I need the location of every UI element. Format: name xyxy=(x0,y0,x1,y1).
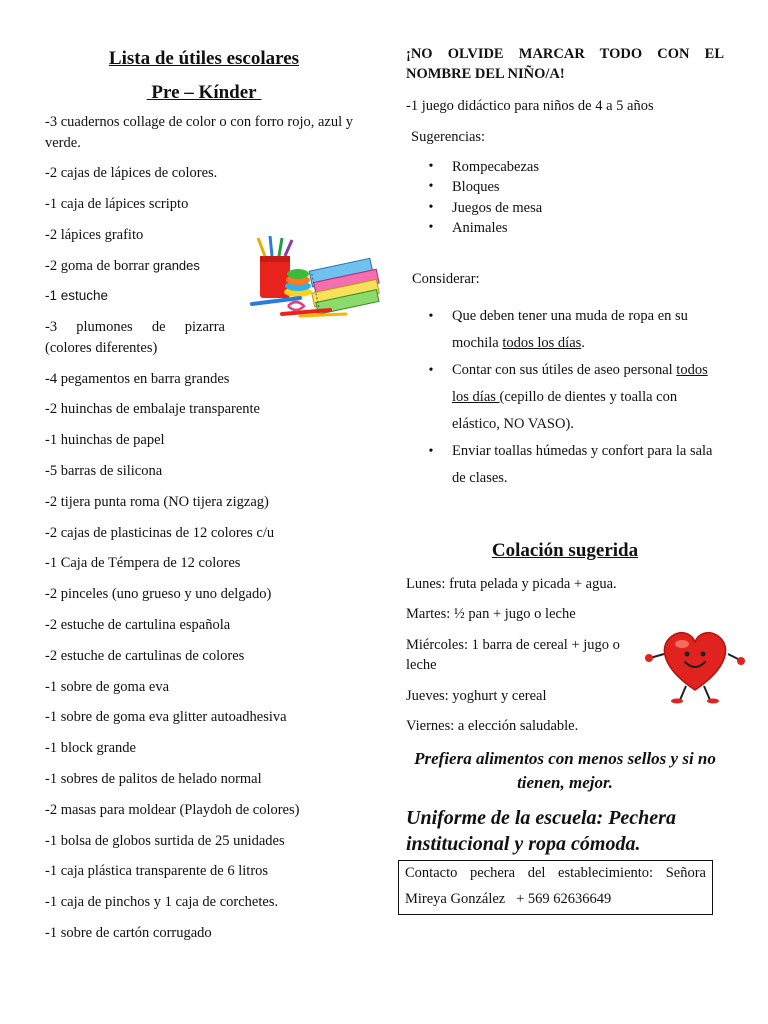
list-item: • Que deben tener una muda de ropa en su mochila todos los días. xyxy=(406,303,724,357)
consider-list xyxy=(406,303,724,492)
list-item: • Contar con sus útiles de aseo personal todos los días (cepillo de dientes y toalla con elástico, NO VASO). xyxy=(406,357,724,438)
school-supplies-icon xyxy=(250,236,385,318)
contact-box xyxy=(398,860,713,915)
bullet-icon: • xyxy=(428,443,434,459)
list-item: • Enviar toallas húmedas y confort para la sala de clases. xyxy=(406,438,724,492)
list-item: -1 caja de lápices scripto xyxy=(45,196,189,213)
snack-section-title: Colación sugerida xyxy=(491,539,639,561)
label-warning: ¡NO OLVIDE MARCAR TODO CON EL NOMBRE DEL NIÑO/A! xyxy=(406,46,724,82)
uniform-note: Uniforme de la escuela: Pechera institucional y ropa cómoda. xyxy=(406,806,676,855)
list-item: -1 sobre de goma eva xyxy=(45,678,170,695)
didactic-game-item: -1 juego didáctico para niños de 4 a 5 años xyxy=(406,98,654,114)
smiling-heart-icon xyxy=(642,624,748,704)
bullet-icon: • xyxy=(428,179,434,194)
bullet-icon: • xyxy=(428,362,434,378)
list-item: -1 caja de pinchos y 1 caja de corchetes. xyxy=(45,894,279,911)
list-item: -4 pegamentos en barra grandes xyxy=(45,370,230,387)
suggestions-list xyxy=(406,157,724,239)
list-item: • Juegos de mesa xyxy=(406,198,724,219)
list-item: -1 sobres de palitos de helado normal xyxy=(45,770,262,787)
list-item: -2 masas para moldear (Playdoh de colores) xyxy=(45,801,300,818)
healthy-food-note: Prefiera alimentos con menos sellos y si no tienen, mejor. xyxy=(414,748,716,792)
list-item: -1 huinchas de papel xyxy=(45,432,165,449)
bullet-icon: • xyxy=(428,199,434,215)
list-item: • Rompecabezas xyxy=(406,157,724,178)
consider-label: Considerar: xyxy=(412,270,480,287)
snack-day: Viernes: a elección saludable. xyxy=(406,718,579,734)
instructions-column xyxy=(406,44,724,861)
list-item: -1 sobre de goma eva glitter autoadhesiva xyxy=(45,709,287,726)
contact-phone: Mireya González + 569 62636649 xyxy=(405,890,612,907)
list-item: -2 huinchas de embalaje transparente xyxy=(45,401,260,418)
snack-day: Jueves: yoghurt y cereal xyxy=(406,687,547,704)
document-title: Lista de útiles escolares xyxy=(108,48,300,69)
list-item: -1 Caja de Témpera de 12 colores xyxy=(45,555,241,572)
list-item: -1 estuche xyxy=(45,288,109,304)
snack-day: Martes: ½ pan + jugo o leche xyxy=(406,606,576,622)
list-item: -2 goma de borrar grandes xyxy=(45,257,200,274)
list-item: -2 estuche de cartulinas de colores xyxy=(45,647,245,664)
list-item: -1 sobre de cartón corrugado xyxy=(45,924,212,941)
grade-subtitle: Pre – Kínder xyxy=(151,82,257,103)
bullet-icon: • xyxy=(428,308,434,324)
list-item: -2 estuche de cartulina española xyxy=(45,616,231,633)
list-item: -2 lápices grafito xyxy=(45,226,144,243)
list-item: -2 pinceles (uno grueso y uno delgado) xyxy=(45,586,272,603)
list-item: -5 barras de silicona xyxy=(45,462,163,479)
snack-day: Miércoles: 1 barra de cereal + jugo o leche xyxy=(406,636,620,673)
contact-text: Contacto pechera del establecimiento: Señora xyxy=(405,865,706,881)
list-item: -2 tijera punta roma (NO tijera zigzag) xyxy=(45,493,269,510)
snack-day: Lunes: fruta pelada y picada + agua. xyxy=(406,575,617,592)
supplies-list-column xyxy=(45,44,363,954)
list-item: -2 cajas de lápices de colores. xyxy=(45,165,218,182)
list-item: -3 plumones de pizarra (colores diferentes) xyxy=(45,319,225,356)
list-item: -1 block grande xyxy=(45,740,136,757)
list-item: -1 bolsa de globos surtida de 25 unidades xyxy=(45,832,285,849)
list-item: -1 caja plástica transparente de 6 litros xyxy=(45,863,269,880)
suggestions-label: Sugerencias: xyxy=(411,128,486,145)
list-item: • Animales xyxy=(406,218,724,239)
bullet-icon: • xyxy=(428,220,434,235)
bullet-icon: • xyxy=(428,158,434,174)
list-item: -3 cuadernos collage de color o con forro rojo, azul y verde. xyxy=(45,114,354,151)
list-item: • Bloques xyxy=(406,177,724,198)
list-item: -2 cajas de plasticinas de 12 colores c/u xyxy=(45,524,275,541)
